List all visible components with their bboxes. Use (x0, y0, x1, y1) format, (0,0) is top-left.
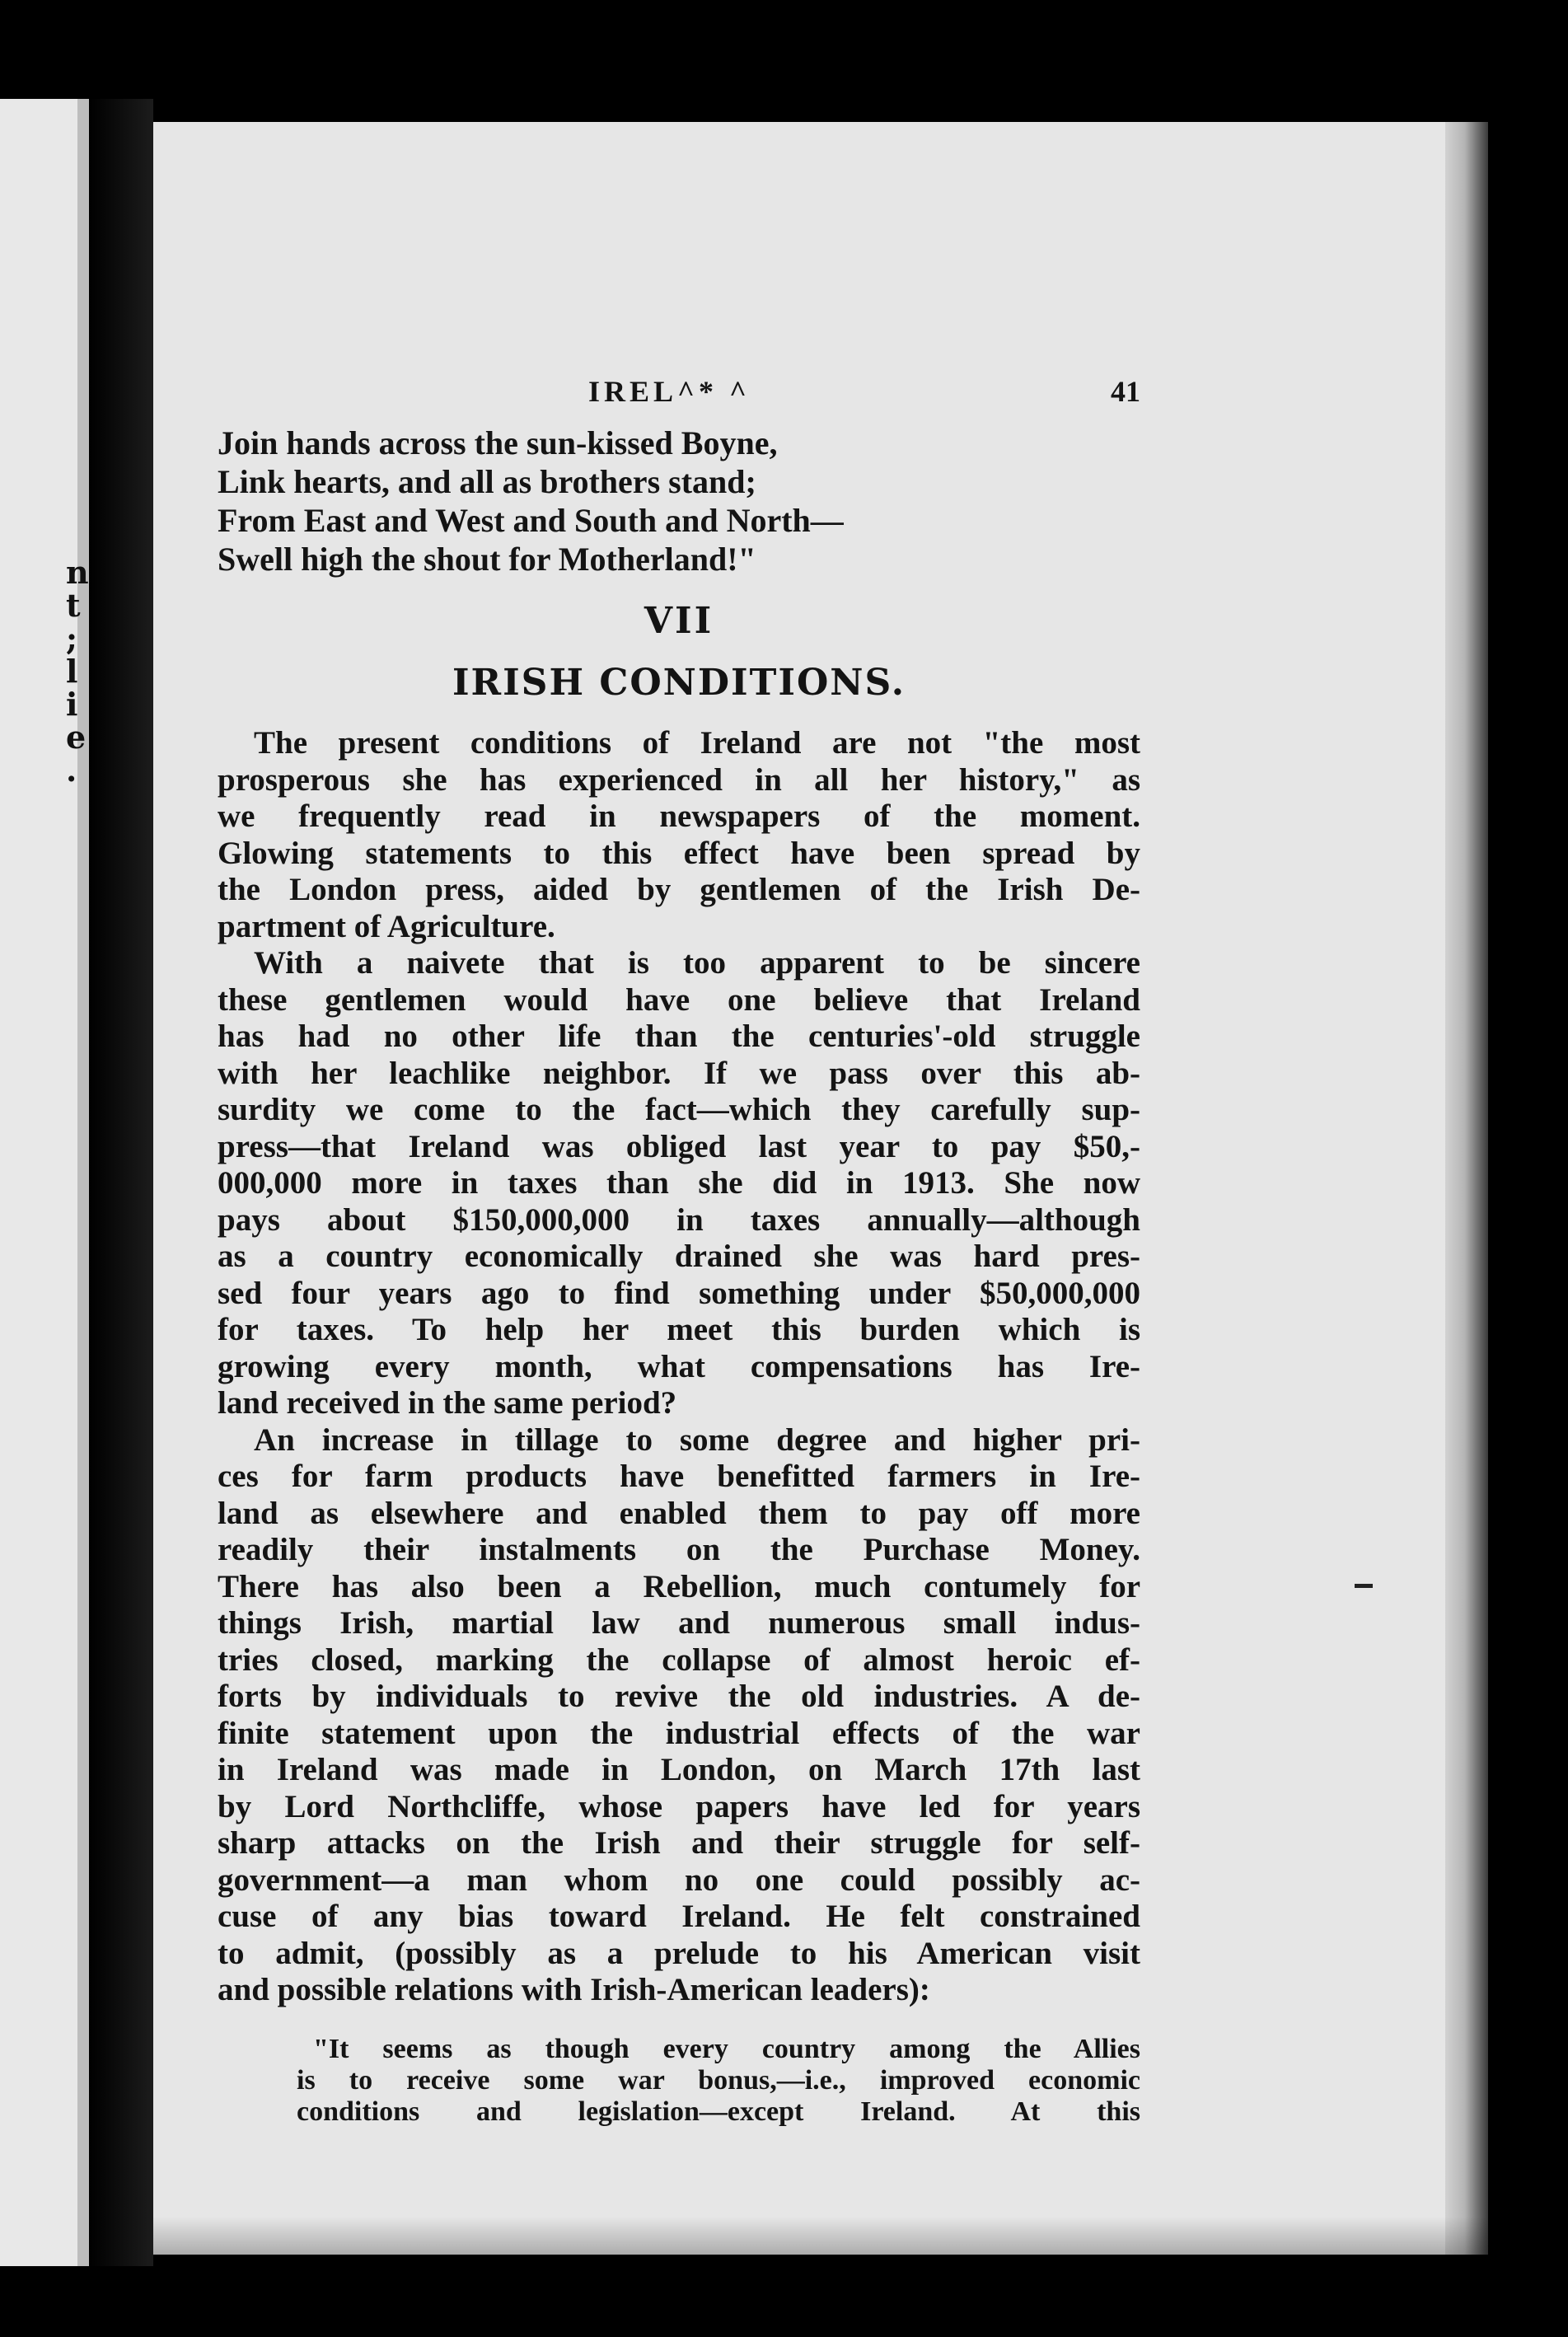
book-gutter (89, 99, 153, 2266)
verse-line: Swell high the shout for Motherland!" (218, 541, 756, 578)
margin-fragment: l (66, 653, 78, 690)
text-line: has had no other life than the centuries'-old struggle (218, 1019, 1140, 1054)
running-head (218, 374, 1140, 420)
text-line: There has also been a Rebellion, much contumely for (218, 1568, 1140, 1604)
text-line: government—a man whom no one could possibly ac- (218, 1862, 1140, 1898)
quote-line: conditions and legislation—except Ireland. At this (297, 2096, 1140, 2127)
text-line: to admit, (possibly as a prelude to his American visit (218, 1935, 1140, 1971)
page-text (218, 374, 1140, 2128)
margin-fragment: n (66, 554, 89, 591)
margin-fragment: i (66, 686, 78, 723)
text-line: land received in the same period? (218, 1385, 677, 1421)
text-line: we frequently read in newspapers of the moment. (218, 799, 1140, 834)
chapter-number: VII (644, 600, 714, 642)
quote-line: "It seems as though every country among the Allies (313, 2033, 1140, 2064)
text-line: as a country economically drained she was hard pres- (218, 1239, 1140, 1274)
text-line: land as elsewhere and enabled them to pay off more (218, 1495, 1140, 1531)
text-line: 000,000 more in taxes than she did in 1913. She now (218, 1165, 1140, 1201)
text-line: partment of Agriculture. (218, 908, 555, 944)
text-line: with her leachlike neighbor. If we pass over this ab- (218, 1055, 1140, 1091)
text-line: prosperous she has experienced in all her history," as (218, 761, 1140, 798)
text-line: The present conditions of Ireland are not "the most (254, 725, 1140, 761)
text-line: With a naivete that is too apparent to be sincere (254, 945, 1140, 981)
paragraph (218, 945, 1140, 1422)
text-line: sharp attacks on the Irish and their struggle for self- (218, 1825, 1140, 1861)
text-line: forts by individuals to revive the old industries. A de- (218, 1679, 1140, 1714)
text-line: readily their instalments on the Purchase Money. (218, 1532, 1140, 1567)
text-line: sed four years ago to find something under $50,000,000 (218, 1275, 1140, 1311)
margin-fragment: . (66, 752, 77, 789)
chapter-title: IRISH CONDITIONS. (452, 662, 906, 704)
page-bottom-shadow (153, 2217, 1488, 2255)
text-line: ces for farm products have benefitted farmers in Ire- (218, 1459, 1140, 1494)
facing-page-edge (0, 99, 89, 2266)
page-right-edge (1445, 122, 1488, 2255)
margin-fragment: e (66, 719, 87, 756)
text-line: surdity we come to the fact—which they carefully sup- (218, 1092, 1140, 1127)
text-line: Glowing statements to this effect have been spread by (218, 835, 1140, 871)
text-line: An increase in tillage to some degree and higher pri- (254, 1421, 1140, 1458)
text-line: in Ireland was made in London, on March 17th last (218, 1752, 1140, 1787)
text-line: by Lord Northcliffe, whose papers have led for years (218, 1788, 1140, 1824)
verse-line: Link hearts, and all as brothers stand; (218, 463, 756, 500)
facing-page-binding-edge (77, 99, 89, 2266)
text-line: things Irish, martial law and numerous small indus- (218, 1605, 1140, 1641)
text-line: cuse of any bias toward Ireland. He felt constrained (218, 1899, 1140, 1934)
margin-fragment: t (66, 587, 81, 624)
text-line: and possible relations with Irish-American leaders): (218, 1972, 930, 2007)
verse-line: Join hands across the sun-kissed Boyne, (218, 424, 778, 461)
quote-line: is to receive some war bonus,—i.e., improved economic (297, 2064, 1140, 2096)
text-line: pays about $150,000,000 in taxes annually—although (218, 1201, 1140, 1238)
text-line: these gentlemen would have one believe that Ireland (218, 981, 1140, 1018)
body-text (218, 725, 1140, 2009)
paragraph (218, 725, 1140, 945)
block-quote (218, 2034, 1140, 2128)
scan-artifact (1355, 1584, 1373, 1588)
text-line: finite statement upon the industrial effects of the war (218, 1715, 1140, 1751)
margin-fragment: ; (66, 620, 78, 657)
text-line: growing every month, what compensations has Ire- (218, 1348, 1140, 1384)
verse-line: From East and West and South and North— (218, 502, 844, 539)
text-line: press—that Ireland was obliged last year to pay $50,- (218, 1128, 1140, 1164)
text-line: the London press, aided by gentlemen of the Irish De- (218, 872, 1140, 907)
verse-stanza (218, 424, 1140, 578)
text-line: for taxes. To help her meet this burden which is (218, 1312, 1140, 1347)
text-line: tries closed, marking the collapse of almost heroic ef- (218, 1642, 1140, 1678)
running-head-title: IREL^* ^ (588, 375, 751, 408)
page-number: 41 (1111, 375, 1140, 408)
paragraph (218, 1422, 1140, 2009)
facing-page-margin-fragments (66, 556, 87, 787)
